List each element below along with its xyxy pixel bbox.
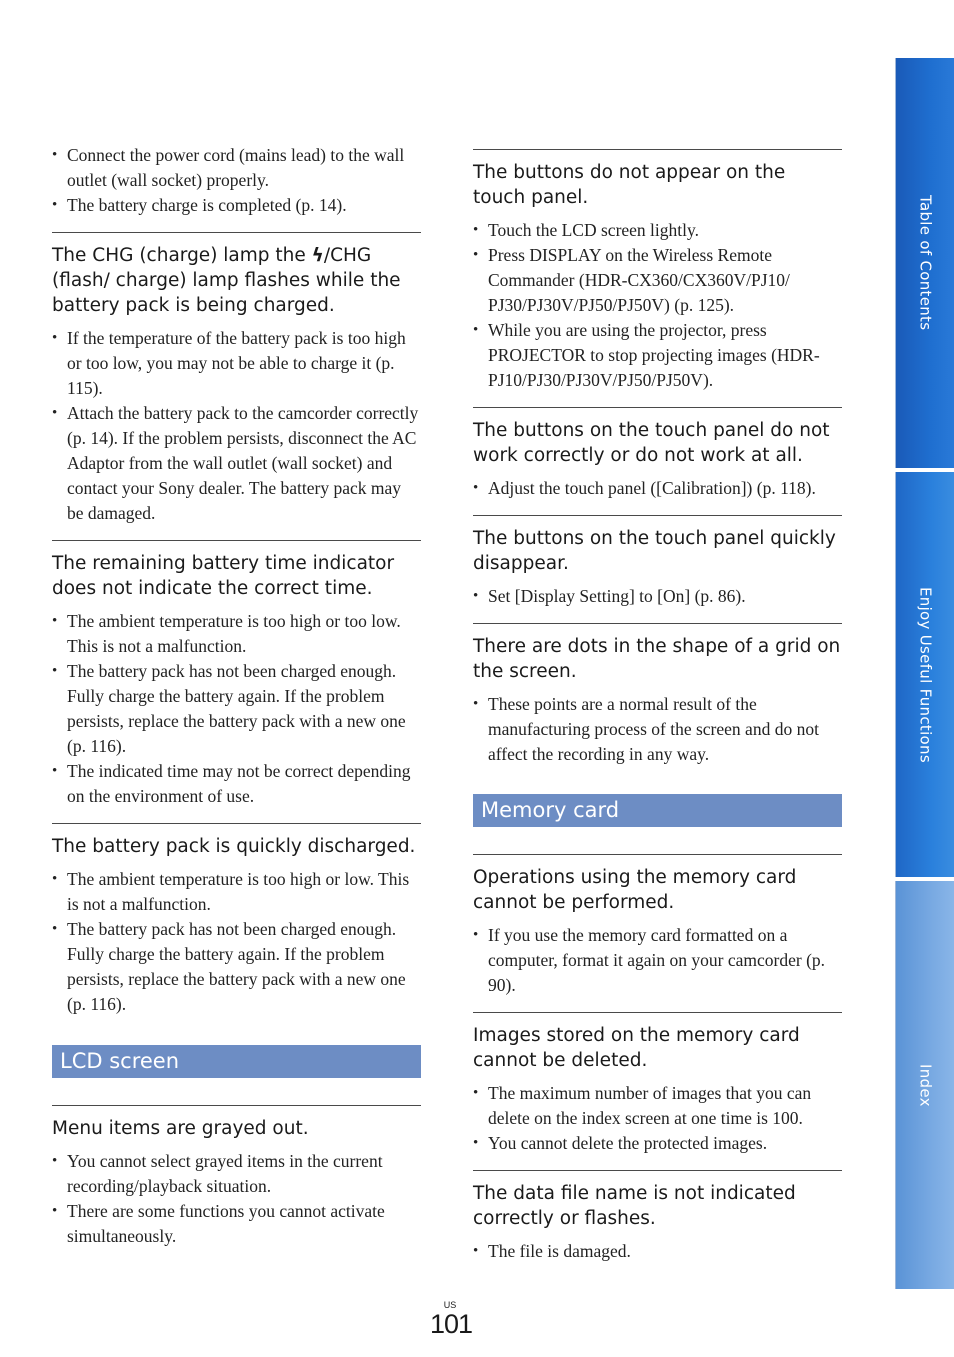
topic-heading: The buttons on the touch panel quickly disappear.: [473, 528, 836, 574]
heading-prefix: The CHG (charge) lamp the: [52, 245, 312, 266]
topic-chg-lamp: [52, 232, 421, 526]
list-item: • Adjust the touch panel ([Calibration]) (p. 118).: [473, 476, 842, 501]
list-item: • These points are a normal result of the manufacturing process of the screen and do not affect the recording in any way.: [473, 692, 842, 767]
list-item: • You cannot delete the protected images.: [473, 1131, 842, 1156]
tab-label: Index: [916, 1063, 935, 1107]
list-item: • The indicated time may not be correct depending on the environment of use.: [52, 759, 421, 809]
topic-heading: There are dots in the shape of a grid on the screen.: [473, 636, 841, 682]
topic-quickly-discharged: [52, 823, 421, 1017]
page-number-value: 101: [430, 1309, 473, 1339]
topic-list: [473, 1081, 842, 1156]
list-item: • You cannot select grayed items in the current recording/playback situation.: [52, 1149, 421, 1199]
tab-index[interactable]: [895, 881, 954, 1289]
topic-heading: The battery pack is quickly discharged.: [52, 836, 416, 857]
topic-list: [52, 326, 421, 526]
topic-list: [473, 1239, 842, 1264]
list-item: • The battery pack has not been charged enough. Fully charge the battery again. If the problem persists, replace the battery pack with a new one (p. 116).: [52, 659, 421, 759]
region-code: US: [443, 1300, 457, 1310]
list-item: • The battery charge is completed (p. 14).: [52, 193, 421, 218]
topic-list: [473, 923, 842, 998]
right-column: [473, 0, 842, 1264]
topic-dots-grid: [473, 623, 842, 767]
topic-data-file-name: [473, 1170, 842, 1264]
list-item: • The ambient temperature is too high or too low. This is not a malfunction.: [52, 609, 421, 659]
page-number: [430, 1300, 473, 1339]
topic-buttons-disappear: [473, 515, 842, 609]
list-item: • The file is damaged.: [473, 1239, 842, 1264]
topic-heading: The buttons do not appear on the touch panel.: [473, 162, 786, 208]
topic-heading: The remaining battery time indicator does not indicate the correct time.: [52, 553, 395, 599]
list-item: • There are some functions you cannot activate simultaneously.: [52, 1199, 421, 1249]
tab-label: Enjoy Useful Functions: [916, 586, 935, 763]
left-column: [52, 0, 421, 1249]
topic-images-not-deleted: [473, 1012, 842, 1156]
flash-icon: ϟ: [311, 245, 324, 266]
list-item: • Attach the battery pack to the camcorder correctly (p. 14). If the problem persists, disconnect the AC Adaptor from the wall outlet (wall socket) and contact your Sony dealer. The battery pack may be damaged.: [52, 401, 421, 526]
topic-heading: The data file name is not indicated correctly or flashes.: [473, 1183, 796, 1229]
topic-heading: Operations using the memory card cannot be performed.: [473, 867, 797, 913]
topic-list: [52, 1149, 421, 1249]
topic-memory-operations: [473, 854, 842, 998]
list-item: • Connect the power cord (mains lead) to the wall outlet (wall socket) properly.: [52, 143, 421, 193]
topic-heading: [52, 243, 421, 318]
tab-label: Table of Contents: [916, 195, 935, 331]
list-item: • The ambient temperature is too high or low. This is not a malfunction.: [52, 867, 421, 917]
topic-list: [52, 867, 421, 1017]
topic-list: [473, 692, 842, 767]
intro-list: [52, 143, 421, 218]
tab-enjoy-useful-functions[interactable]: [895, 472, 954, 877]
topic-buttons-not-appear: [473, 149, 842, 393]
topic-heading: The buttons on the touch panel do not work correctly or do not work at all.: [473, 420, 830, 466]
topic-list: [52, 609, 421, 809]
list-item: • Set [Display Setting] to [On] (p. 86).: [473, 584, 842, 609]
topic-heading: Menu items are grayed out.: [52, 1118, 309, 1139]
topic-list: [473, 584, 842, 609]
section-heading-memory-card: Memory card: [473, 794, 842, 827]
topic-buttons-not-work: [473, 407, 842, 501]
list-item: • If the temperature of the battery pack is too high or too low, you may not be able to charge it (p. 115).: [52, 326, 421, 401]
list-item: • If you use the memory card formatted on a computer, format it again on your camcorder (p. 90).: [473, 923, 842, 998]
list-item: • Press DISPLAY on the Wireless Remote Commander (HDR-CX360/CX360V/PJ10/ PJ30/PJ30V/PJ50/PJ50V) (p. 125).: [473, 243, 842, 318]
list-item: • The battery pack has not been charged enough. Fully charge the battery again. If the problem persists, replace the battery pack with a new one (p. 116).: [52, 917, 421, 1017]
tab-table-of-contents[interactable]: [895, 58, 954, 468]
heading-suffix: /CHG (flash/ charge) lamp flashes while the battery pack is being charged.: [52, 245, 401, 316]
topic-menu-grayed: [52, 1105, 421, 1249]
topic-remaining-time: [52, 540, 421, 809]
section-heading-lcd-screen: LCD screen: [52, 1045, 421, 1078]
topic-list: [473, 476, 842, 501]
list-item: • Touch the LCD screen lightly.: [473, 218, 842, 243]
topic-heading: Images stored on the memory card cannot be deleted.: [473, 1025, 800, 1071]
topic-list: [473, 218, 842, 393]
list-item: • While you are using the projector, press PROJECTOR to stop projecting images (HDR-PJ10/PJ30/PJ30V/PJ50/PJ50V).: [473, 318, 842, 393]
list-item: • The maximum number of images that you can delete on the index screen at one time is 100.: [473, 1081, 842, 1131]
